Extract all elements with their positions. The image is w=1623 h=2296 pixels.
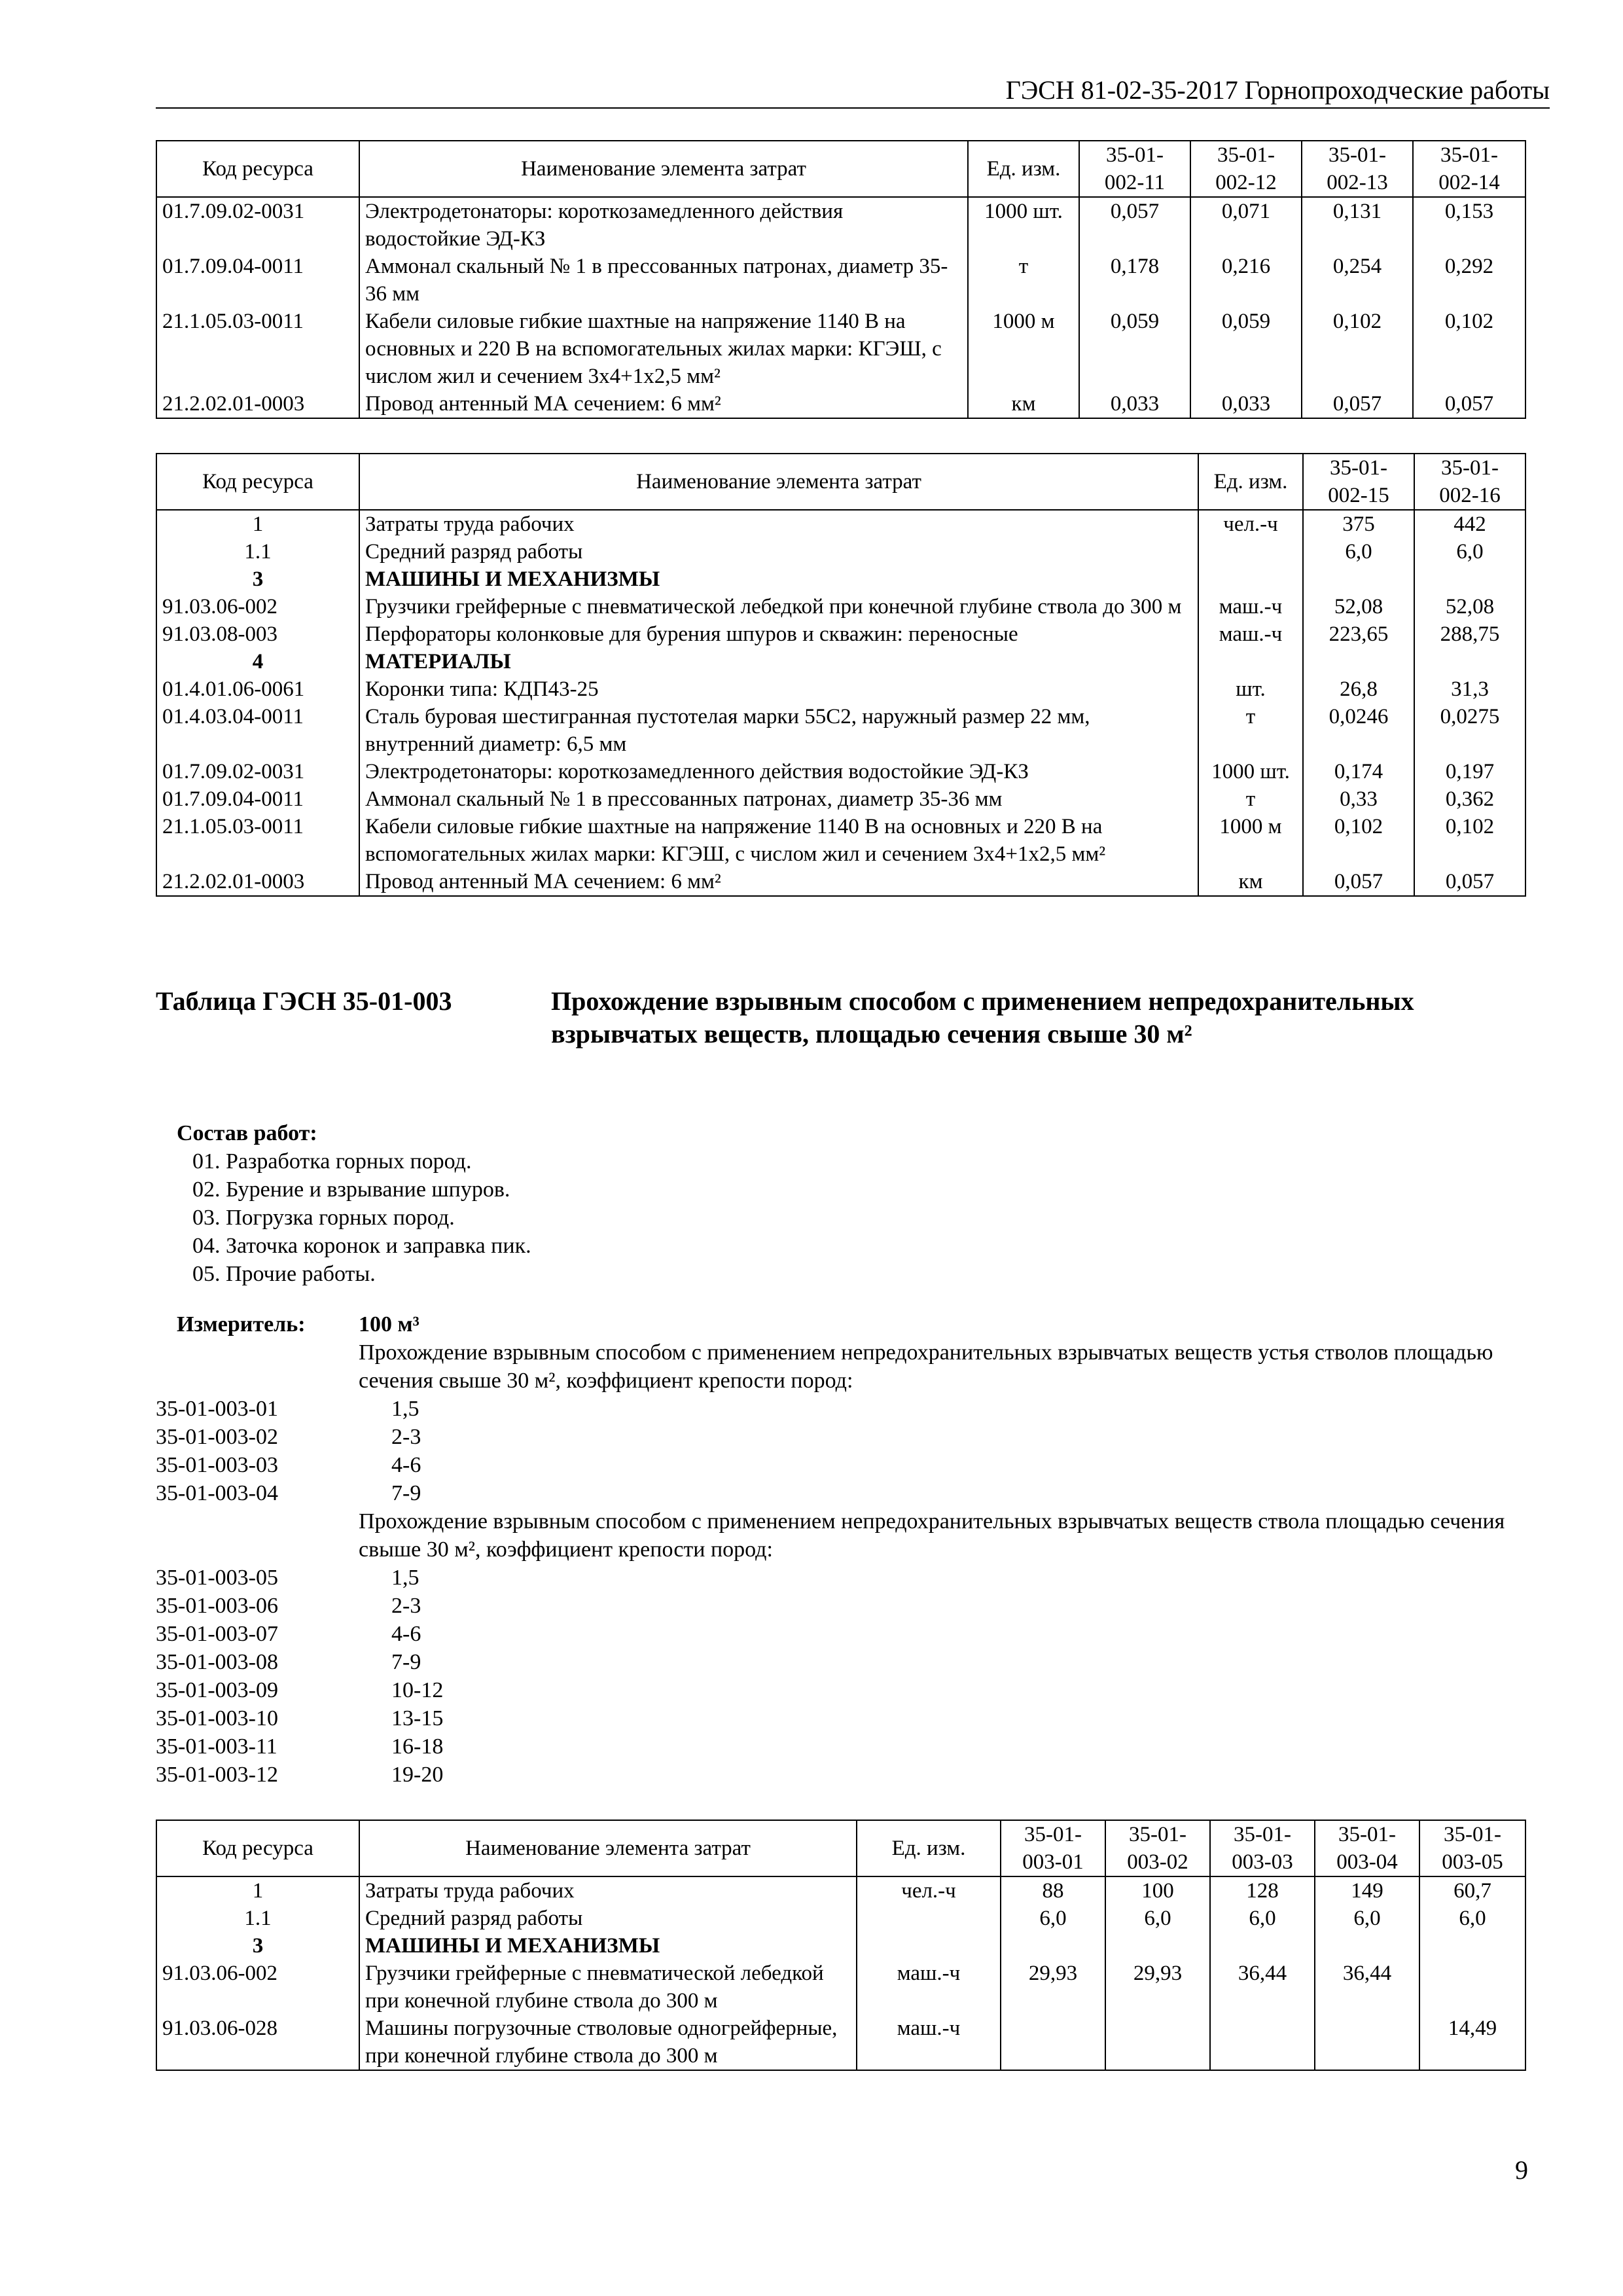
resource-value: 0,178	[1079, 253, 1190, 308]
resource-value: 6,0	[1105, 1905, 1210, 1932]
meter-code: 35-01-003-11	[156, 1734, 277, 1759]
composition-item: 03. Погрузка горных пород.	[192, 1206, 455, 1230]
composition-item: 05. Прочие работы.	[192, 1262, 376, 1286]
resource-value: 128	[1210, 1876, 1315, 1905]
resource-value	[1414, 648, 1525, 675]
table-header	[156, 1820, 1525, 1876]
resource-value: 0,057	[1079, 197, 1190, 253]
resource-value	[1414, 565, 1525, 593]
meter-group-1	[156, 1395, 1524, 1507]
table-row	[156, 675, 1525, 703]
resource-code: 91.03.08-003	[156, 620, 359, 648]
composition-item: 01. Разработка горных пород.	[192, 1149, 472, 1174]
resource-code: 1.1	[156, 1905, 359, 1932]
table-row	[156, 1960, 1525, 2015]
resource-unit	[857, 1905, 1001, 1932]
table-row	[156, 253, 1525, 308]
resource-value: 88	[1001, 1876, 1105, 1905]
table-row	[156, 593, 1525, 620]
table-row	[156, 813, 1525, 868]
resource-table-3	[156, 1820, 1526, 2071]
meter-code: 35-01-003-05	[156, 1566, 278, 1590]
resource-code: 91.03.06-028	[156, 2015, 359, 2070]
resource-value: 0,102	[1303, 813, 1414, 868]
resource-value: 6,0	[1419, 1905, 1525, 1932]
table-body	[156, 197, 1525, 418]
resource-unit: 1000 м	[1198, 813, 1303, 868]
meter-value: 19-20	[391, 1763, 444, 1787]
resource-name: Провод антенный МА сечением: 6 мм²	[359, 868, 1198, 896]
resource-value: 6,0	[1001, 1905, 1105, 1932]
meter-code: 35-01-003-06	[156, 1594, 278, 1618]
resource-value: 0,059	[1190, 308, 1302, 390]
resource-unit	[857, 1932, 1001, 1960]
resource-table-2	[156, 453, 1526, 897]
resource-unit: маш.-ч	[1198, 620, 1303, 648]
column-header: 35-01- 002-14	[1413, 141, 1525, 197]
resource-code: 91.03.06-002	[156, 1960, 359, 2015]
meter-value: 7-9	[391, 1481, 421, 1505]
resource-name: Грузчики грейферные с пневматической лебедкой при конечной глубине ствола до 300 м	[359, 1960, 857, 2015]
resource-value: 0,174	[1303, 758, 1414, 785]
meter-code: 35-01-003-02	[156, 1425, 278, 1449]
resource-unit: чел.-ч	[1198, 510, 1303, 538]
resource-code: 3	[156, 565, 359, 593]
header-row	[156, 141, 1525, 197]
meter-label: Измеритель:	[177, 1312, 306, 1336]
resource-value: 6,0	[1315, 1905, 1419, 1932]
resource-value: 36,44	[1210, 1960, 1315, 2015]
table-row	[156, 390, 1525, 418]
resource-value: 0,153	[1413, 197, 1525, 253]
resource-name: Аммонал скальный № 1 в прессованных патронах, диаметр 35-36 мм	[359, 253, 968, 308]
column-header: Ед. изм.	[968, 141, 1079, 197]
resource-code: 01.7.09.04-0011	[156, 785, 359, 813]
resource-unit: маш.-ч	[1198, 593, 1303, 620]
resource-value	[1303, 565, 1414, 593]
column-header: Наименование элемента затрат	[359, 141, 968, 197]
resource-name: Средний разряд работы	[359, 538, 1198, 565]
table-row	[156, 538, 1525, 565]
resource-code: 21.2.02.01-0003	[156, 390, 359, 418]
page-number: 9	[1515, 2155, 1528, 2185]
meter-code: 35-01-003-10	[156, 1706, 278, 1731]
table-row	[156, 308, 1525, 390]
resource-value	[1315, 2015, 1419, 2070]
table-row	[156, 2015, 1525, 2070]
resource-value: 0,216	[1190, 253, 1302, 308]
meter-value: 1,5	[391, 1397, 419, 1421]
column-header: Наименование элемента затрат	[359, 1820, 857, 1876]
table-body	[156, 510, 1525, 896]
resource-unit	[1198, 648, 1303, 675]
header-rule	[156, 107, 1550, 109]
meter-row	[156, 1564, 1524, 1592]
column-header: Ед. изм.	[857, 1820, 1001, 1876]
meter-value: 10-12	[391, 1678, 444, 1702]
resource-code: 01.4.01.06-0061	[156, 675, 359, 703]
resource-name: Провод антенный МА сечением: 6 мм²	[359, 390, 968, 418]
resource-code: 1	[156, 510, 359, 538]
column-header: Код ресурса	[156, 454, 359, 510]
resource-value	[1419, 1932, 1525, 1960]
meter-row	[156, 1592, 1524, 1620]
resource-name: МАШИНЫ И МЕХАНИЗМЫ	[359, 1932, 857, 1960]
meter-code: 35-01-003-01	[156, 1397, 278, 1421]
resource-value: 29,93	[1001, 1960, 1105, 2015]
resource-unit: т	[1198, 785, 1303, 813]
resource-value: 149	[1315, 1876, 1419, 1905]
meter-value: 16-18	[391, 1734, 444, 1759]
resource-name: Кабели силовые гибкие шахтные на напряжение 1140 В на основных и 220 В на вспомогательных жилах марки: КГЭШ, с числом жил и сечением 3х4+1х2,5 мм²	[359, 813, 1198, 868]
resource-code: 01.7.09.02-0031	[156, 197, 359, 253]
resource-value: 0,057	[1302, 390, 1413, 418]
resource-value	[1315, 1932, 1419, 1960]
column-header: Код ресурса	[156, 1820, 359, 1876]
meter-value: 4-6	[391, 1453, 421, 1477]
table-header	[156, 454, 1525, 510]
resource-value: 6,0	[1414, 538, 1525, 565]
meter-row	[156, 1732, 1524, 1761]
meter-code: 35-01-003-04	[156, 1481, 278, 1505]
resource-value	[1303, 648, 1414, 675]
column-header: 35-01- 002-13	[1302, 141, 1413, 197]
resource-value: 60,7	[1419, 1876, 1525, 1905]
meter-value: 13-15	[391, 1706, 444, 1731]
resource-value: 29,93	[1105, 1960, 1210, 2015]
table-row	[156, 703, 1525, 758]
resource-value: 0,102	[1413, 308, 1525, 390]
column-header: 35-01- 003-04	[1315, 1820, 1419, 1876]
table-row	[156, 1932, 1525, 1960]
meter-code: 35-01-003-03	[156, 1453, 278, 1477]
table-body	[156, 1876, 1525, 2070]
resource-value: 0,0246	[1303, 703, 1414, 758]
resource-code: 21.1.05.03-0011	[156, 308, 359, 390]
resource-name: МАТЕРИАЛЫ	[359, 648, 1198, 675]
header-row	[156, 1820, 1525, 1876]
resource-name: Кабели силовые гибкие шахтные на напряжение 1140 В на основных и 220 В на вспомогательных жилах марки: КГЭШ, с числом жил и сечением 3х4+1х2,5 мм²	[359, 308, 968, 390]
resource-value	[1105, 1932, 1210, 1960]
resource-value: 223,65	[1303, 620, 1414, 648]
table-row	[156, 1905, 1525, 1932]
resource-code: 91.03.06-002	[156, 593, 359, 620]
resource-code: 01.4.03.04-0011	[156, 703, 359, 758]
composition-title: Состав работ:	[177, 1121, 317, 1145]
column-header: 35-01- 003-03	[1210, 1820, 1315, 1876]
resource-code: 1	[156, 1876, 359, 1905]
resource-unit: шт.	[1198, 675, 1303, 703]
resource-name: Грузчики грейферные с пневматической лебедкой при конечной глубине ствола до 300 м	[359, 593, 1198, 620]
resource-value: 14,49	[1419, 2015, 1525, 2070]
resource-value: 0,197	[1414, 758, 1525, 785]
resource-unit: 1000 шт.	[968, 197, 1079, 253]
column-header: 35-01- 002-12	[1190, 141, 1302, 197]
resource-unit	[1198, 538, 1303, 565]
table-row	[156, 565, 1525, 593]
resource-value	[1105, 2015, 1210, 2070]
meter-value: 7-9	[391, 1650, 421, 1674]
resource-value: 52,08	[1414, 593, 1525, 620]
resource-code: 3	[156, 1932, 359, 1960]
resource-code: 01.7.09.04-0011	[156, 253, 359, 308]
meter-code: 35-01-003-09	[156, 1678, 278, 1702]
resource-value: 0,362	[1414, 785, 1525, 813]
resource-name: Сталь буровая шестигранная пустотелая марки 55С2, наружный размер 22 мм, внутренний диаметр: 6,5 мм	[359, 703, 1198, 758]
resource-unit: т	[1198, 703, 1303, 758]
work-composition	[177, 1119, 531, 1288]
header-row	[156, 454, 1525, 510]
resource-table-1	[156, 140, 1526, 419]
resource-value	[1001, 2015, 1105, 2070]
meter-value: 1,5	[391, 1566, 419, 1590]
resource-unit: маш.-ч	[857, 2015, 1001, 2070]
resource-value: 288,75	[1414, 620, 1525, 648]
resource-name: МАШИНЫ И МЕХАНИЗМЫ	[359, 565, 1198, 593]
resource-value: 0,0275	[1414, 703, 1525, 758]
table-title	[551, 985, 1520, 1050]
column-header: Код ресурса	[156, 141, 359, 197]
meter-row	[156, 1676, 1524, 1704]
resource-value	[1210, 2015, 1315, 2070]
resource-value: 0,102	[1414, 813, 1525, 868]
column-header: 35-01- 002-11	[1079, 141, 1190, 197]
resource-unit: 1000 шт.	[1198, 758, 1303, 785]
meter-group-1-text: Прохождение взрывным способом с применением непредохранительных взрывчатых веществ устья стволов площадью сечения свыше 30 м², коэффициент крепости пород:	[359, 1340, 1493, 1393]
resource-name: Машины погрузочные стволовые одногрейферные, при конечной глубине ствола до 300 м	[359, 2015, 857, 2070]
resource-unit: км	[968, 390, 1079, 418]
resource-name: Перфораторы колонковые для бурения шпуров и скважин: переносные	[359, 620, 1198, 648]
resource-code: 4	[156, 648, 359, 675]
meter-value: 4-6	[391, 1622, 421, 1646]
resource-name: Средний разряд работы	[359, 1905, 857, 1932]
resource-value: 31,3	[1414, 675, 1525, 703]
resource-value: 0,057	[1413, 390, 1525, 418]
resource-value: 442	[1414, 510, 1525, 538]
table-row	[156, 197, 1525, 253]
resource-value: 100	[1105, 1876, 1210, 1905]
resource-name: Коронки типа: КДП43-25	[359, 675, 1198, 703]
resource-value: 0,071	[1190, 197, 1302, 253]
resource-value: 0,254	[1302, 253, 1413, 308]
resource-value: 6,0	[1303, 538, 1414, 565]
column-header: 35-01- 003-05	[1419, 1820, 1525, 1876]
column-header: Наименование элемента затрат	[359, 454, 1198, 510]
resource-code: 1.1	[156, 538, 359, 565]
resource-value	[1419, 1960, 1525, 2015]
meter-code: 35-01-003-07	[156, 1622, 278, 1646]
resource-value: 0,057	[1303, 868, 1414, 896]
table-title-text: Прохождение взрывным способом с применением непредохранительных взрывчатых веществ, площадью сечения свыше 30 м²	[551, 986, 1414, 1049]
resource-unit: т	[968, 253, 1079, 308]
resource-code: 21.2.02.01-0003	[156, 868, 359, 896]
meter-unit: 100 м³	[359, 1312, 419, 1336]
meter-row	[156, 1620, 1524, 1648]
resource-value: 0,33	[1303, 785, 1414, 813]
table-row	[156, 620, 1525, 648]
meter-group-2	[156, 1564, 1524, 1789]
resource-value: 26,8	[1303, 675, 1414, 703]
meter-code: 35-01-003-08	[156, 1650, 278, 1674]
meter-row	[156, 1423, 1524, 1451]
resource-value: 0,033	[1190, 390, 1302, 418]
resource-value: 0,059	[1079, 308, 1190, 390]
resource-unit: 1000 м	[968, 308, 1079, 390]
meter-row	[156, 1704, 1524, 1732]
column-header: 35-01- 002-16	[1414, 454, 1525, 510]
composition-item: 02. Бурение и взрывание шпуров.	[192, 1177, 510, 1202]
resource-code: 01.7.09.02-0031	[156, 758, 359, 785]
composition-item: 04. Заточка коронок и заправка пик.	[192, 1234, 531, 1258]
table-label: Таблица ГЭСН 35-01-003	[156, 986, 452, 1016]
resource-unit: маш.-ч	[857, 1960, 1001, 2015]
resource-value	[1001, 1932, 1105, 1960]
column-header: Ед. изм.	[1198, 454, 1303, 510]
table-row	[156, 785, 1525, 813]
table-header	[156, 141, 1525, 197]
column-header: 35-01- 002-15	[1303, 454, 1414, 510]
resource-value: 0,292	[1413, 253, 1525, 308]
meter-row	[156, 1648, 1524, 1676]
meter-value: 2-3	[391, 1594, 421, 1618]
meter-row	[156, 1761, 1524, 1789]
resource-code: 21.1.05.03-0011	[156, 813, 359, 868]
table-row	[156, 648, 1525, 675]
resource-value: 0,131	[1302, 197, 1413, 253]
resource-value: 36,44	[1315, 1960, 1419, 2015]
resource-value	[1210, 1932, 1315, 1960]
resource-name: Затраты труда рабочих	[359, 510, 1198, 538]
resource-unit: км	[1198, 868, 1303, 896]
table-row	[156, 1876, 1525, 1905]
meter-value: 2-3	[391, 1425, 421, 1449]
table-row	[156, 758, 1525, 785]
meter-group-2-text: Прохождение взрывным способом с применением непредохранительных взрывчатых веществ ствола площадью сечения свыше 30 м², коэффициент крепости пород:	[359, 1509, 1505, 1562]
resource-unit	[1198, 565, 1303, 593]
meter-row	[156, 1395, 1524, 1423]
resource-name: Затраты труда рабочих	[359, 1876, 857, 1905]
resource-unit: чел.-ч	[857, 1876, 1001, 1905]
document-header-title: ГЭСН 81-02-35-2017 Горнопроходческие работы	[1005, 75, 1550, 105]
resource-name: Электродетонаторы: короткозамедленного действия водостойкие ЭД-КЗ	[359, 758, 1198, 785]
resource-value: 6,0	[1210, 1905, 1315, 1932]
resource-value: 0,033	[1079, 390, 1190, 418]
meter-section	[156, 1310, 1524, 1789]
resource-name: Электродетонаторы: короткозамедленного действия водостойкие ЭД-КЗ	[359, 197, 968, 253]
table-row	[156, 510, 1525, 538]
resource-value: 375	[1303, 510, 1414, 538]
resource-value: 0,057	[1414, 868, 1525, 896]
resource-value: 52,08	[1303, 593, 1414, 620]
resource-name: Аммонал скальный № 1 в прессованных патронах, диаметр 35-36 мм	[359, 785, 1198, 813]
meter-code: 35-01-003-12	[156, 1763, 278, 1787]
resource-value: 0,102	[1302, 308, 1413, 390]
column-header: 35-01- 003-01	[1001, 1820, 1105, 1876]
table-row	[156, 868, 1525, 896]
column-header: 35-01- 003-02	[1105, 1820, 1210, 1876]
meter-row	[156, 1451, 1524, 1479]
meter-row	[156, 1479, 1524, 1507]
